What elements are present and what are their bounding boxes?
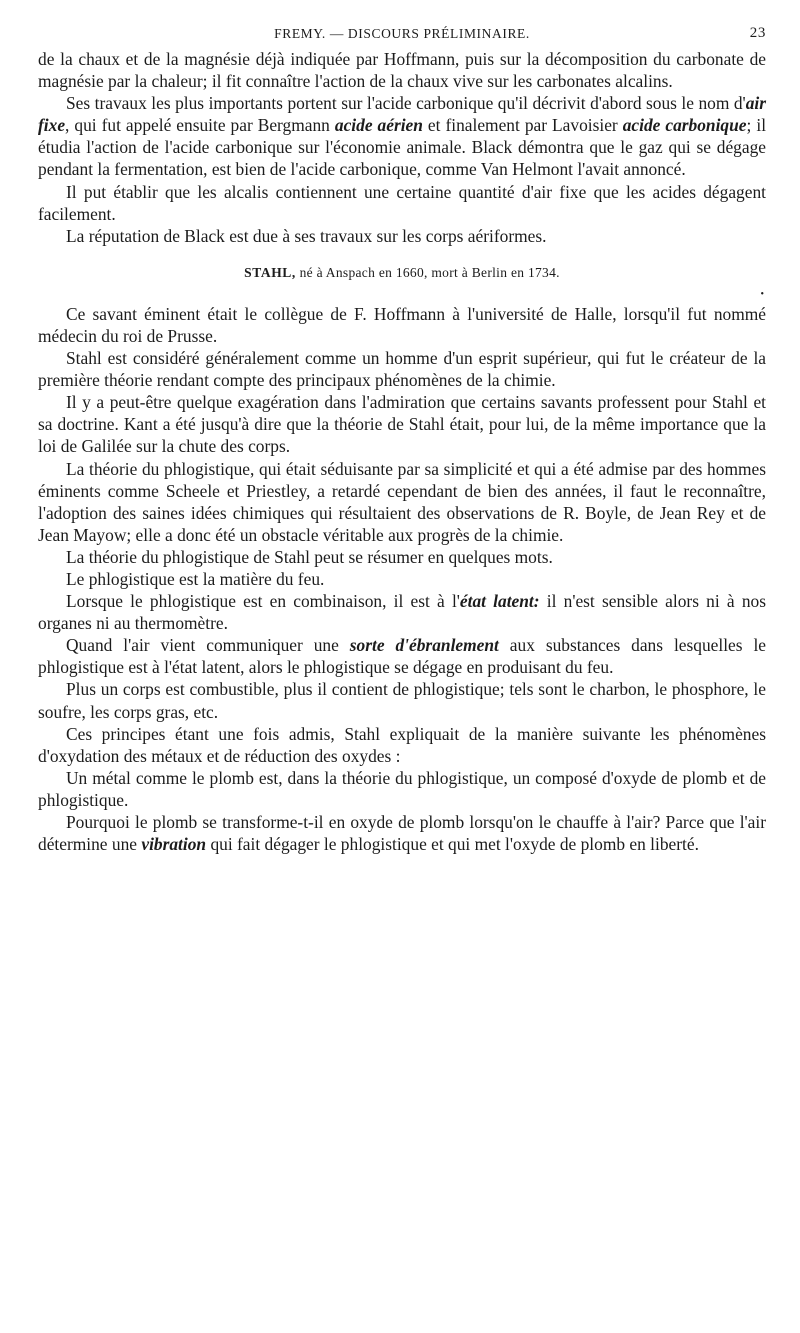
term-acide-carbonique: acide carbonique: [622, 115, 747, 136]
term-sorte-d-ebranlement: sorte d'ébranlement: [349, 635, 499, 656]
term-etat-latent: état latent:: [459, 591, 540, 612]
paragraph-6: Stahl est considéré généralement comme un homme d'un esprit supérieur, qui fut le créateur de la première théorie rendant compte des principaux phénomènes de la chimie.: [38, 348, 766, 391]
caption-detail: né à Anspach en 1660, mort à Berlin en 1734.: [295, 264, 560, 280]
paragraph-11: [38, 590, 766, 634]
paragraph-11-text-c: il n'est sensible alors ni à nos organes ni au thermomètre.: [38, 591, 766, 634]
paragraph-14: Ces principes étant une fois admis, Stahl expliquait de la manière suivante les phénomènes d'oxydation des métaux et de réduction des oxydes :: [38, 723, 766, 766]
paragraph-2-text-g: ; il étudia l'action de l'acide carbonique sur l'économie animale. Black démontra que le gaz qui se dégage pendant la fermentation, est bien de l'acide carbonique, comme Van Helmont l'avait annoncé.: [38, 115, 767, 180]
paragraph-2-text-c: , qui fut appelé ensuite par Bergmann: [65, 115, 335, 136]
paragraph-1: de la chaux et de la magnésie déjà indiquée par Hoffmann, puis sur la décomposition du carbonate de magnésie par la chaleur; il fit connaître l'action de la chaux vive sur les carbonates alcalins.: [38, 49, 766, 92]
book-page: [38, 22, 766, 855]
paragraph-13: Plus un corps est combustible, plus il contient de phlogistique; tels sont le charbon, le phosphore, le soufre, les corps gras, etc.: [38, 679, 766, 722]
paragraph-4: La réputation de Black est due à ses travaux sur les corps aériformes.: [66, 225, 547, 246]
paragraph-3: Il put établir que les alcalis contiennent une certaine quantité d'air fixe que les acides dégagent facilement.: [38, 181, 766, 224]
page-number: 23: [749, 25, 766, 41]
paragraph-12-text-a: Quand l'air vient communiquer une: [66, 635, 350, 656]
paragraph-15: Un métal comme le plomb est, dans la théorie du phlogistique, un composé d'oxyde de plomb et de phlogistique.: [38, 767, 766, 810]
paragraph-2: [38, 92, 766, 180]
paragraph-16: [38, 811, 766, 855]
paragraph-16-text-c: qui fait dégager le phlogistique et qui met l'oxyde de plomb en liberté.: [206, 834, 699, 855]
ornament-dot: •: [760, 288, 764, 300]
term-vibration: vibration: [141, 834, 207, 855]
paragraph-5: Ce savant éminent était le collègue de F. Hoffmann à l'université de Halle, lorsqu'il fut nommé médecin du roi de Prusse.: [38, 303, 766, 346]
paragraph-10: Le phlogistique est la matière du feu.: [66, 568, 325, 589]
paragraph-9: La théorie du phlogistique de Stahl peut se résumer en quelques mots.: [66, 546, 553, 567]
paragraph-7: Il y a peut-être quelque exagération dans l'admiration que certains savants professent pour Stahl et sa doctrine. Kant a été jusqu'à dire que la théorie de Stahl était, pour lui, de la même importance que la loi de Galilée sur la chute des corps.: [38, 392, 766, 457]
running-header: [38, 22, 766, 48]
paragraph-16-text-a: Pourquoi le plomb se transforme-t-il en oxyde de plomb lorsqu'on le chauffe à l'air? Parce que l'air détermine une: [38, 812, 766, 855]
running-header-title: FREMY. — DISCOURS PRÉLIMINAIRE.: [274, 26, 530, 41]
term-acide-aerien: acide aérien: [334, 115, 423, 136]
paragraph-2-text-a: Ses travaux les plus importants portent sur l'acide carbonique qu'il décrivit d'abord sous le nom d': [66, 93, 746, 114]
paragraph-12-text-c: aux substances dans lesquelles le phlogistique est à l'état latent, alors le phlogistique se dégage en produisant du feu.: [38, 635, 766, 678]
paragraph-2-text-e: et finalement par Lavoisier: [422, 115, 623, 136]
paragraph-8: La théorie du phlogistique, qui était séduisante par sa simplicité et qui a été admise par des hommes éminents comme Scheele et Priestley, a retardé cependant de bien des années, il faut le reconnaître, l'adoption des saines idées chimiques qui résultaient des observations de R. Boyle, de Jean Rey et de Jean Mayow; elle a donc été un obstacle véritable aux progrès de la chimie.: [38, 458, 766, 545]
paragraph-12: [38, 634, 766, 678]
paragraph-11-text-a: Lorsque le phlogistique est en combinaison, il est à l': [66, 591, 460, 612]
term-air-fixe: air fixe: [38, 93, 766, 136]
caption-name: STAHL,: [244, 264, 296, 280]
portrait-caption: [38, 265, 766, 281]
